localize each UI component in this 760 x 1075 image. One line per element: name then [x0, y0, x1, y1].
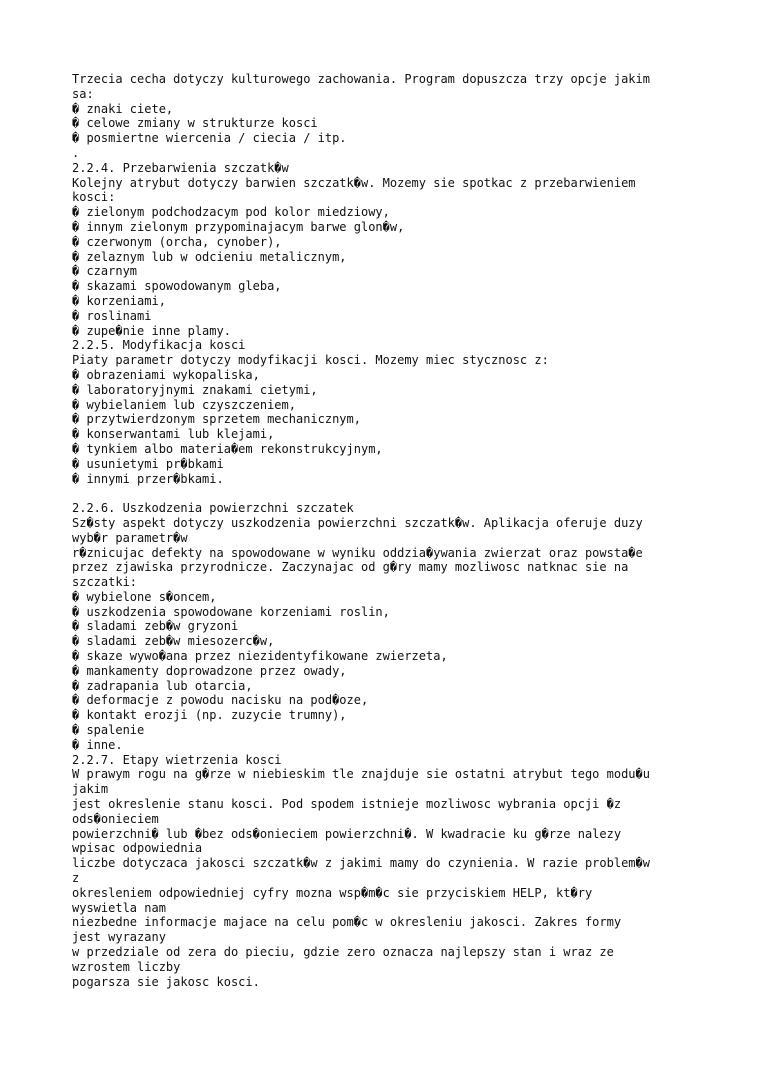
- text-line: � zelaznym lub w odcieniu metalicznym,: [72, 249, 347, 264]
- document-page: [72, 72, 732, 989]
- text-line: w przedziale od zera do pieciu, gdzie zero oznacza najlepszy stan i wraz ze: [72, 945, 614, 960]
- text-line: � obrazeniami wykopaliska,: [72, 367, 260, 382]
- text-line: Sz�sty aspekt dotyczy uszkodzenia powierzchni szczatk�w. Aplikacja oferuje duzy: [72, 515, 643, 530]
- text-line: � innymi przer�bkami.: [72, 471, 224, 486]
- text-line: 2.2.7. Etapy wietrzenia kosci: [72, 752, 282, 767]
- text-line: � wybielone s�oncem,: [72, 589, 217, 604]
- text-line: � wybielaniem lub czyszczeniem,: [72, 397, 296, 412]
- text-line: sa:: [72, 86, 94, 101]
- text-line: � korzeniami,: [72, 293, 166, 308]
- text-line: � skaze wywo�ana przez niezidentyfikowane zwierzeta,: [72, 649, 448, 664]
- text-line: 2.2.4. Przebarwienia szczatk�w: [72, 160, 289, 175]
- text-line: � skazami spowodowanym gleba,: [72, 279, 282, 294]
- text-line: pogarsza sie jakosc kosci.: [72, 974, 260, 989]
- text-line: � roslinami: [72, 308, 152, 323]
- text-line: Trzecia cecha dotyczy kulturowego zachowania. Program dopuszcza trzy opcje jakim: [72, 72, 650, 86]
- text-line: � mankamenty doprowadzone przez owady,: [72, 663, 347, 678]
- text-line: � innym zielonym przypominajacym barwe glon�w,: [72, 219, 405, 234]
- text-line: jest okreslenie stanu kosci. Pod spodem istnieje mozliwosc wybrania opcji �z: [72, 797, 622, 812]
- text-line: ods�onieciem: [72, 811, 159, 826]
- text-line: W prawym rogu na g�rze w niebieskim tle znajduje sie ostatni atrybut tego modu�u: [72, 767, 650, 782]
- text-line: szczatki:: [72, 575, 138, 590]
- text-line: Kolejny atrybut dotyczy barwien szczatk�w. Mozemy sie spotkac z przebarwieniem: [72, 175, 636, 190]
- text-line: � uszkodzenia spowodowane korzeniami roslin,: [72, 604, 390, 619]
- text-line: wzrostem liczby: [72, 959, 181, 974]
- blank-line: [72, 486, 732, 501]
- text-line: � celowe zmiany w strukturze kosci: [72, 116, 318, 131]
- text-line: � sladami zeb�w gryzoni: [72, 619, 239, 634]
- text-line: jest wyrazany: [72, 930, 166, 945]
- text-line: � tynkiem albo materia�em rekonstrukcyjnym,: [72, 441, 383, 456]
- text-line: � usunietymi pr�bkami: [72, 456, 224, 471]
- text-line: 2.2.5. Modyfikacja kosci: [72, 338, 246, 353]
- text-line: wyb�r parametr�w: [72, 530, 188, 545]
- text-line: � spalenie: [72, 723, 145, 738]
- text-line: niezbedne informacje majace na celu pom�c w okresleniu jakosci. Zakres formy: [72, 915, 622, 930]
- text-line: � czerwonym (orcha, cynober),: [72, 234, 282, 249]
- text-line: jakim: [72, 782, 109, 797]
- text-line: � zupe�nie inne plamy.: [72, 323, 231, 338]
- text-line: � zielonym podchodzacym pod kolor miedziowy,: [72, 205, 390, 220]
- text-line: .: [72, 145, 80, 160]
- text-line: okresleniem odpowiedniej cyfry mozna wsp�m�c sie przyciskiem HELP, kt�ry: [72, 885, 593, 900]
- text-line: � konserwantami lub klejami,: [72, 427, 275, 442]
- text-line: � laboratoryjnymi znakami cietymi,: [72, 382, 318, 397]
- text-line: � deformacje z powodu nacisku na pod�oze,: [72, 693, 369, 708]
- text-line: liczbe dotyczaca jakosci szczatk�w z jakimi mamy do czynienia. W razie problem�w: [72, 856, 650, 871]
- text-line: � zadrapania lub otarcia,: [72, 678, 253, 693]
- text-line: � znaki ciete,: [72, 101, 174, 116]
- text-line: � sladami zeb�w miesozerc�w,: [72, 634, 275, 649]
- text-line: przez zjawiska przyrodnicze. Zaczynajac od g�ry mamy mozliwosc natknac sie na: [72, 560, 629, 575]
- text-line: wpisac odpowiednia: [72, 841, 203, 856]
- text-line: r�znicujac defekty na spowodowane w wyniku oddzia�ywania zwierzat oraz powsta�e: [72, 545, 643, 560]
- text-line: z: [72, 871, 80, 886]
- text-line: powierzchni� lub �bez ods�onieciem powierzchni�. W kwadracie ku g�rze nalezy: [72, 826, 622, 841]
- text-line: Piaty parametr dotyczy modyfikacji kosci. Mozemy miec stycznosc z:: [72, 353, 549, 368]
- text-line: � posmiertne wiercenia / ciecia / itp.: [72, 131, 347, 146]
- text-line: kosci:: [72, 190, 116, 205]
- text-line: � przytwierdzonym sprzetem mechanicznym,: [72, 412, 361, 427]
- text-line: � czarnym: [72, 264, 138, 279]
- text-line: � inne.: [72, 737, 123, 752]
- text-line: 2.2.6. Uszkodzenia powierzchni szczatek: [72, 501, 354, 516]
- text-line: � kontakt erozji (np. zuzycie trumny),: [72, 708, 347, 723]
- text-line: wyswietla nam: [72, 900, 166, 915]
